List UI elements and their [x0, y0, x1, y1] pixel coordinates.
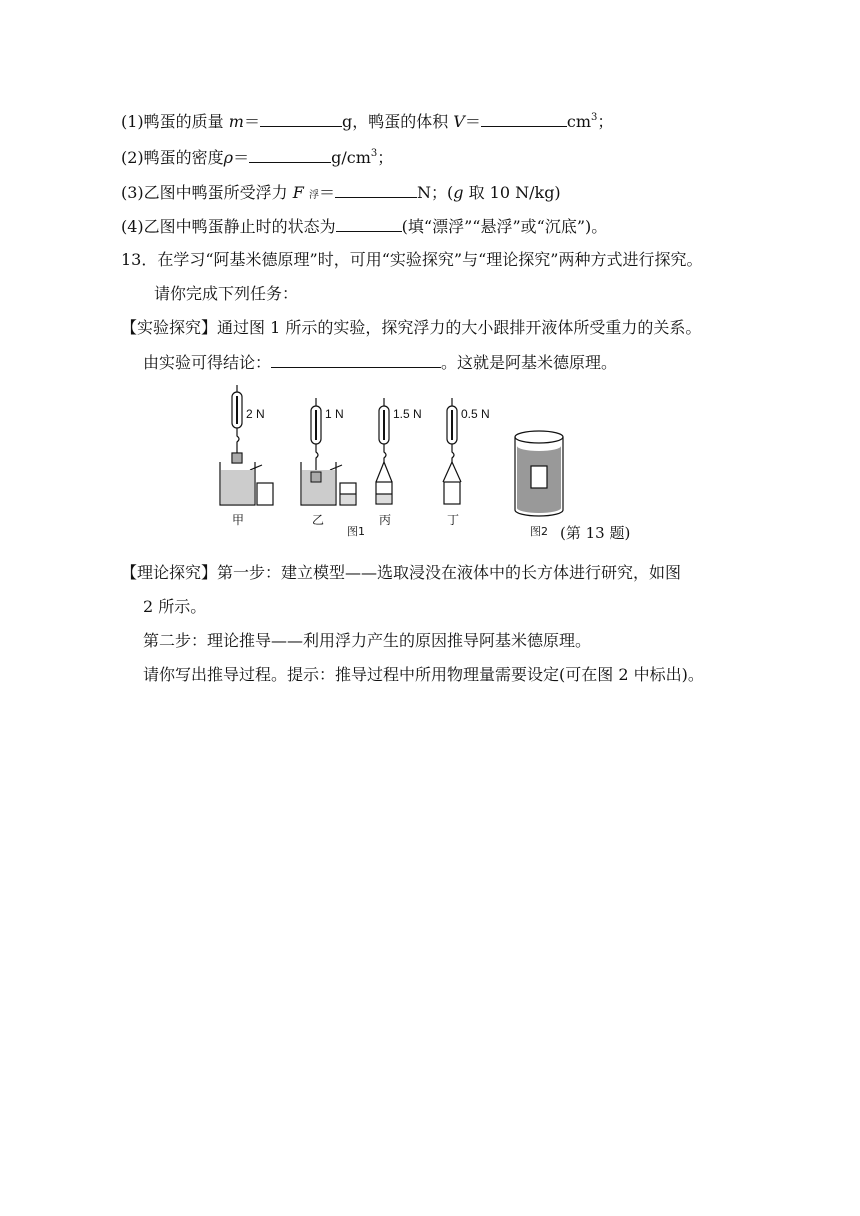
- q13-stem-cont: 请你完成下列任务：: [154, 284, 299, 303]
- theory-heading-cont: 2 所示。: [143, 597, 207, 616]
- reading-yi: 1 N: [325, 407, 344, 421]
- theory-heading: 【理论探究】第一步：建立模型——选取浸没在液体中的长方体进行研究，如图: [121, 563, 682, 582]
- beaker-bing: [376, 482, 392, 504]
- theory-step2: 第二步：理论推导——利用浮力产生的原因推导阿基米德原理。: [143, 631, 592, 650]
- q13-stem: 13．在学习“阿基米德原理”时，可用“实验探究”与“理论探究”两种方式进行探究。: [121, 250, 703, 269]
- liquid-jia: [221, 470, 254, 504]
- reading-bing: 1.5 N: [393, 407, 422, 421]
- q12-part4: (4)乙图中鸭蛋静止时的状态为 (填“漂浮”“悬浮”或“沉底”)。: [121, 217, 608, 236]
- experiment-conclusion: 由实验可得结论： 。这就是阿基米德原理。: [143, 353, 618, 372]
- spring-scale-ding: [443, 398, 461, 482]
- experiment-heading: 【实验探究】通过图 1 所示的实验，探究浮力的大小跟排开液体所受重力的关系。: [121, 318, 702, 337]
- fig2-label: 图2: [530, 525, 548, 538]
- duck-egg-jia: [232, 453, 242, 463]
- q12-part1: (1)鸭蛋的质量 m＝ g，鸭蛋的体积 $V= cm^3$；: [121, 112, 614, 131]
- fig1-label: 图1: [347, 525, 365, 538]
- spring-scale-jia: [232, 385, 242, 453]
- duck-egg-yi: [311, 472, 321, 482]
- q12-part3: (3)乙图中鸭蛋所受浮力 F 浮＝ N；(g 取 10 N/kg): [121, 183, 561, 202]
- label-yi: 乙: [312, 513, 325, 527]
- cylinder-with-cuboid: [515, 431, 563, 516]
- reading-jia: 2 N: [246, 407, 265, 421]
- spring-scale-yi: [311, 398, 321, 472]
- theory-ask: 请你写出推导过程。提示：推导过程中所用物理量需要设定(可在图 2 中标出)。: [143, 665, 704, 684]
- q12-part2: (2)鸭蛋的密度$\rho= g/cm^3$；: [121, 148, 394, 167]
- label-jia: 甲: [232, 513, 245, 527]
- reading-ding: 0.5 N: [461, 407, 490, 421]
- experiment-figure: [0, 0, 860, 560]
- label-ding: 丁: [447, 513, 460, 527]
- beaker-ding: [444, 482, 460, 504]
- label-bing: 丙: [379, 513, 392, 527]
- spring-scale-bing: [376, 398, 392, 482]
- figure-caption: (第 13 题): [560, 524, 631, 542]
